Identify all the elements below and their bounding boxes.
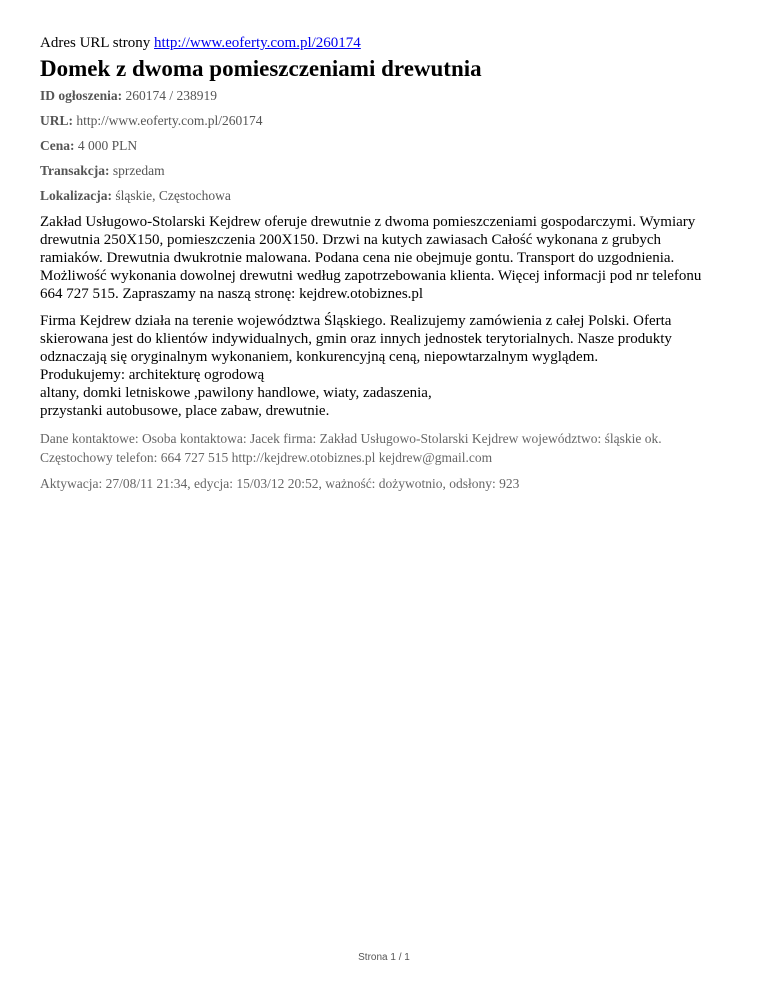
meta-price-label: Cena: bbox=[40, 138, 75, 153]
meta-location-value: śląskie, Częstochowa bbox=[115, 188, 231, 203]
description-line: ramiaków. Drewutnia dwukrotnie malowana. Podana cena nie obejmuje gontu. Transport do uzgodnienia. bbox=[40, 250, 675, 266]
description-line: drewutnia 250X150, pomieszczenia 200X150. Drzwi na kutych zawiasach Całość wykonana z grubych bbox=[40, 232, 662, 248]
meta-transaction-label: Transakcja: bbox=[40, 163, 110, 178]
contact-info bbox=[40, 429, 740, 467]
description-paragraph-1 bbox=[40, 213, 740, 303]
meta-url bbox=[40, 113, 740, 129]
meta-location bbox=[40, 188, 740, 204]
meta-transaction bbox=[40, 163, 740, 179]
description-line: przystanki autobusowe, place zabaw, drewutnie. bbox=[40, 403, 330, 419]
description-line: Zakład Usługowo-Stolarski Kejdrew oferuje drewutnie z dwoma pomieszczeniami gospodarczymi. Wymiary bbox=[40, 214, 696, 230]
activation-info: Aktywacja: 27/08/11 21:34, edycja: 15/03/12 20:52, ważność: dożywotnio, odsłony: 923 bbox=[40, 476, 520, 491]
meta-id-value: 260174 / 238919 bbox=[125, 88, 218, 103]
description-line: Możliwość wykonania dowolnej drewutni według zapotrzebowania klienta. Więcej informacji pod nr telefonu bbox=[40, 268, 702, 284]
meta-price bbox=[40, 138, 740, 154]
meta-id bbox=[40, 88, 740, 104]
meta-url-label: URL: bbox=[40, 113, 73, 128]
description-line: skierowana jest do klientów indywidualnych, gmin oraz innych jednostek terytorialnych. Nasze produkty bbox=[40, 331, 672, 347]
description-line: odznaczają się oryginalnym wykonaniem, konkurencyjną ceną, niepowtarzalnym wyglądem. bbox=[40, 349, 599, 365]
url-link[interactable]: http://www.eoferty.com.pl/260174 bbox=[154, 35, 361, 51]
contact-line: Dane kontaktowe: Osoba kontaktowa: Jacek firma: Zakład Usługowo-Stolarski Kejdrew województwo: śląskie ok. bbox=[40, 431, 662, 446]
description-line: 664 727 515. Zapraszamy na naszą stronę: kejdrew.otobiznes.pl bbox=[40, 286, 424, 302]
description-line: Firma Kejdrew działa na terenie województwa Śląskiego. Realizujemy zamówienia z całej Polski. Oferta bbox=[40, 313, 672, 329]
meta-url-value: http://www.eoferty.com.pl/260174 bbox=[76, 113, 263, 128]
document-page bbox=[40, 34, 740, 493]
description-line: Produkujemy: architekturę ogrodową bbox=[40, 367, 265, 383]
contact-line: Częstochowy telefon: 664 727 515 http://kejdrew.otobiznes.pl kejdrew@gmail.com bbox=[40, 450, 493, 465]
page-title: Domek z dwoma pomieszczeniami drewutnia bbox=[40, 56, 482, 81]
meta-price-value: 4 000 PLN bbox=[77, 138, 138, 153]
meta-id-label: ID ogłoszenia: bbox=[40, 88, 123, 103]
meta-transaction-value: sprzedam bbox=[112, 163, 165, 178]
url-line bbox=[40, 34, 740, 52]
description-paragraph-2 bbox=[40, 312, 740, 420]
page-number: Strona 1 / 1 bbox=[358, 952, 410, 963]
url-label: Adres URL strony bbox=[40, 35, 151, 51]
description-line: altany, domki letniskowe ,pawilony handlowe, wiaty, zadaszenia, bbox=[40, 385, 432, 401]
meta-location-label: Lokalizacja: bbox=[40, 188, 112, 203]
